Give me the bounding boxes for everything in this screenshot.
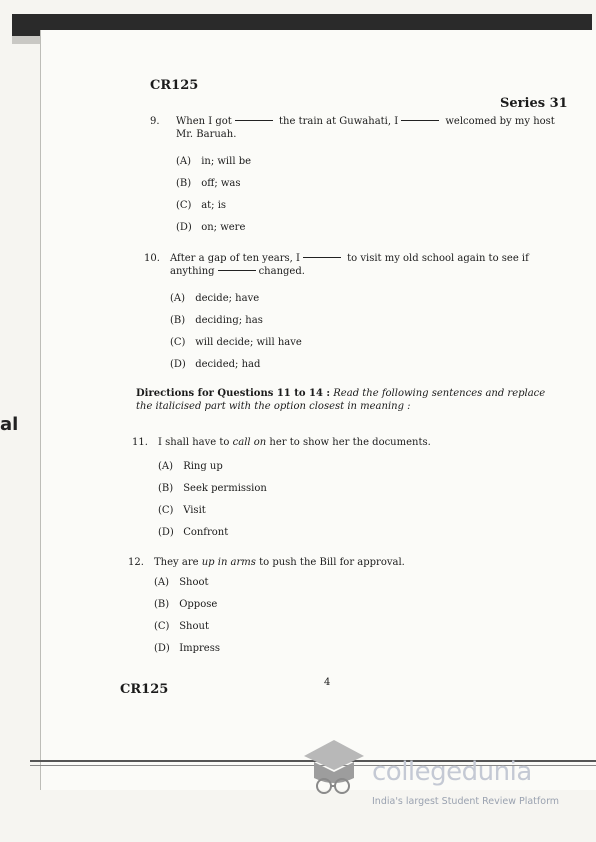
options-list	[170, 292, 302, 380]
question-number: 9.	[150, 116, 160, 127]
option-label: (D)	[170, 359, 186, 370]
option-label: (C)	[158, 505, 174, 516]
option-text: Confront	[183, 527, 229, 538]
option-text: on; were	[201, 222, 246, 233]
options-list	[158, 460, 267, 548]
watermark-tagline: India's largest Student Review Platform	[372, 796, 560, 807]
option-d	[170, 358, 302, 380]
option-text: deciding; has	[195, 315, 263, 326]
q11-italic: call on	[232, 437, 267, 448]
q10-text-b: to visit my old school again to see if	[347, 253, 529, 264]
question-text	[158, 436, 558, 449]
option-text: Shoot	[179, 577, 209, 588]
blank	[401, 120, 439, 121]
q12-text-a: They are	[154, 557, 199, 568]
option-a	[158, 460, 267, 482]
question-12	[128, 556, 548, 666]
option-c	[170, 336, 302, 358]
mascot-logo-icon	[296, 734, 372, 804]
option-text: at; is	[201, 200, 227, 211]
blank	[218, 270, 256, 271]
option-b	[158, 482, 267, 504]
q9-text-c: welcomed by my host	[445, 116, 555, 127]
option-b	[154, 598, 220, 620]
page-number: 4	[324, 677, 331, 688]
adjacent-page-fragment: al	[0, 414, 19, 435]
option-text: Visit	[183, 505, 206, 516]
q9-text-b: the train at Guwahati, I	[279, 116, 399, 127]
option-text: will decide; will have	[195, 337, 302, 348]
q10-text-d: changed.	[258, 266, 305, 277]
option-label: (A)	[170, 293, 186, 304]
option-c	[154, 620, 220, 642]
question-number: 12.	[128, 557, 144, 568]
series-label: Series 31	[500, 96, 568, 111]
watermark-brand: collegedunia	[372, 757, 532, 787]
option-a	[154, 576, 220, 598]
option-d	[158, 526, 267, 548]
option-label: (C)	[170, 337, 186, 348]
blank	[235, 120, 273, 121]
option-label: (D)	[176, 222, 192, 233]
option-label: (D)	[158, 527, 174, 538]
option-text: decided; had	[195, 359, 261, 370]
option-label: (A)	[154, 577, 170, 588]
option-b	[170, 314, 302, 336]
option-text: Oppose	[179, 599, 218, 610]
paper-code-bottom: CR125	[120, 682, 169, 697]
option-label: (C)	[176, 200, 192, 211]
directions	[136, 387, 556, 413]
question-text	[170, 252, 570, 278]
paper-code-top: CR125	[150, 78, 199, 93]
q12-italic: up in arms	[201, 557, 256, 568]
option-label: (D)	[154, 643, 170, 654]
q11-text-b: her to show her the documents.	[269, 437, 431, 448]
directions-text: Read the following sentences and replace the italicised part with the option closest in meaning :	[136, 388, 546, 412]
q10-text-a: After a gap of ten years, I	[170, 253, 300, 264]
option-d	[154, 642, 220, 664]
option-label: (B)	[158, 483, 174, 494]
options-list	[176, 155, 251, 243]
question-text	[176, 115, 576, 141]
question-9	[150, 115, 570, 235]
directions-heading: Directions for Questions 11 to 14 :	[136, 388, 331, 399]
option-label: (A)	[176, 156, 192, 167]
option-d	[176, 221, 251, 243]
option-a	[176, 155, 251, 177]
option-label: (B)	[170, 315, 186, 326]
option-text: Ring up	[183, 461, 223, 472]
option-text: decide; have	[195, 293, 260, 304]
question-number: 10.	[144, 253, 160, 264]
question-number: 11.	[132, 437, 148, 448]
options-list	[154, 576, 220, 664]
option-a	[170, 292, 302, 314]
option-text: Impress	[179, 643, 220, 654]
question-11	[132, 436, 552, 546]
option-text: in; will be	[201, 156, 252, 167]
option-text: Seek permission	[183, 483, 267, 494]
q9-text-d: Mr. Baruah.	[176, 129, 237, 140]
option-b	[176, 177, 251, 199]
q12-text-b: to push the Bill for approval.	[259, 557, 405, 568]
option-label: (A)	[158, 461, 174, 472]
option-label: (B)	[176, 178, 192, 189]
option-text: off; was	[201, 178, 241, 189]
question-text	[154, 556, 554, 569]
option-c	[158, 504, 267, 526]
option-c	[176, 199, 251, 221]
blank	[303, 257, 341, 258]
q11-text-a: I shall have to	[158, 437, 230, 448]
option-text: Shout	[179, 621, 209, 632]
option-label: (B)	[154, 599, 170, 610]
option-label: (C)	[154, 621, 170, 632]
q9-text-a: When I got	[176, 116, 232, 127]
q10-text-c: anything	[170, 266, 215, 277]
question-10	[144, 252, 564, 377]
